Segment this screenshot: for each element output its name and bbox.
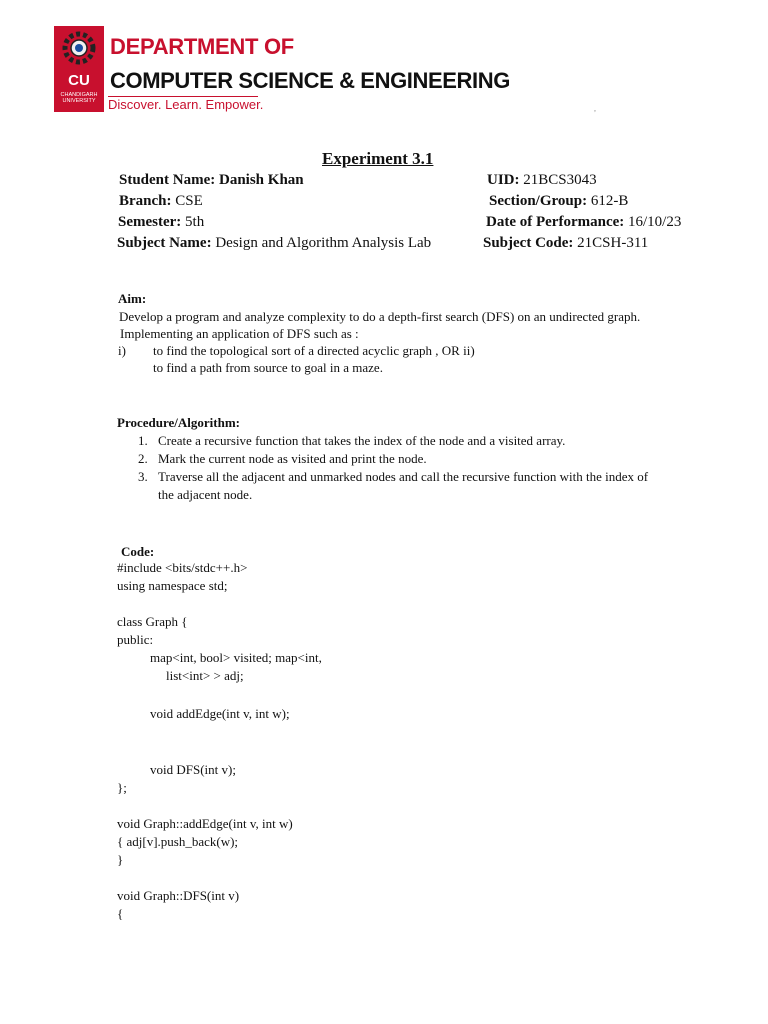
code-line: }; — [117, 780, 127, 795]
procedure-step-3: Traverse all the adjacent and unmarked nodes and call the recursive function with the index of — [158, 469, 649, 484]
aim-line-2: Implementing an application of DFS such as : — [120, 326, 359, 341]
code-line: using namespace std; — [117, 578, 228, 593]
procedure-step-3-num: 3. — [138, 469, 148, 484]
aim-line-1: Develop a program and analyze complexity to do a depth-first search (DFS) on an undirected graph. — [119, 309, 641, 324]
uid-row — [487, 172, 597, 189]
experiment-title: Experiment 3.1 — [322, 149, 434, 168]
aim-item-2: to find a path from source to goal in a maze. — [153, 360, 383, 375]
subject-name-row — [117, 235, 431, 252]
gear-emblem-icon — [54, 26, 104, 72]
logo-subtext: CHANDIGARH UNIVERSITY — [60, 92, 98, 104]
student-name-label: Student Name: — [119, 172, 216, 188]
section-label: Section/Group: — [489, 193, 588, 209]
uid-value: 21BCS3043 — [523, 172, 597, 188]
subject-name-value: Design and Algorithm Analysis Lab — [215, 235, 432, 251]
code-line: #include <bits/stdc++.h> — [117, 560, 248, 575]
code-line: void Graph::addEdge(int v, int w) — [117, 816, 293, 831]
code-line: } — [117, 852, 124, 867]
code-line: void addEdge(int v, int w); — [150, 706, 290, 721]
date-label: Date of Performance: — [486, 214, 625, 230]
code-line: list<int> > adj; — [166, 668, 244, 683]
code-line: void DFS(int v); — [150, 762, 236, 777]
logo-text: CU — [68, 72, 90, 89]
date-row — [486, 214, 681, 231]
semester-row — [118, 214, 204, 231]
tagline: Discover. Learn. Empower. — [108, 97, 264, 112]
subject-code-value: 21CSH-311 — [577, 235, 649, 251]
student-name-value: Danish Khan — [219, 172, 304, 188]
student-name-row — [119, 172, 304, 189]
aim-item-marker: i) — [118, 343, 126, 358]
procedure-step-1-num: 1. — [138, 433, 148, 448]
code-line: { adj[v].push_back(w); — [117, 834, 239, 849]
aim-heading: Aim: — [118, 291, 147, 306]
code-heading: Code: — [121, 544, 155, 559]
code-line: { — [117, 906, 124, 921]
subject-code-label: Subject Code: — [483, 235, 574, 251]
university-logo — [54, 26, 104, 112]
branch-label: Branch: — [119, 193, 172, 209]
branch-value: CSE — [175, 193, 203, 209]
department-line-2: COMPUTER SCIENCE & ENGINEERING — [110, 68, 510, 93]
code-line: map<int, bool> visited; map<int, — [150, 650, 322, 665]
procedure-step-2: Mark the current node as visited and print the node. — [158, 451, 427, 466]
code-line: void Graph::DFS(int v) — [117, 888, 240, 903]
code-line: public: — [117, 632, 154, 647]
department-line-1: DEPARTMENT OF — [110, 34, 294, 59]
branch-row — [119, 193, 203, 210]
date-value: 16/10/23 — [628, 214, 682, 230]
subject-name-label: Subject Name: — [117, 235, 212, 251]
stray-mark: , — [594, 104, 596, 113]
uid-label: UID: — [487, 172, 520, 188]
section-row — [489, 193, 628, 210]
procedure-step-2-num: 2. — [138, 451, 148, 466]
semester-label: Semester: — [118, 214, 182, 230]
section-value: 612-B — [590, 193, 629, 209]
procedure-step-1: Create a recursive function that takes the index of the node and a visited array. — [158, 433, 566, 448]
semester-value: 5th — [185, 214, 205, 230]
aim-item-1: to find the topological sort of a directed acyclic graph , OR ii) — [153, 343, 475, 358]
code-line: class Graph { — [117, 614, 188, 629]
procedure-step-3-cont: the adjacent node. — [158, 487, 253, 502]
subject-code-row — [483, 235, 648, 252]
procedure-heading: Procedure/Algorithm: — [117, 415, 240, 430]
